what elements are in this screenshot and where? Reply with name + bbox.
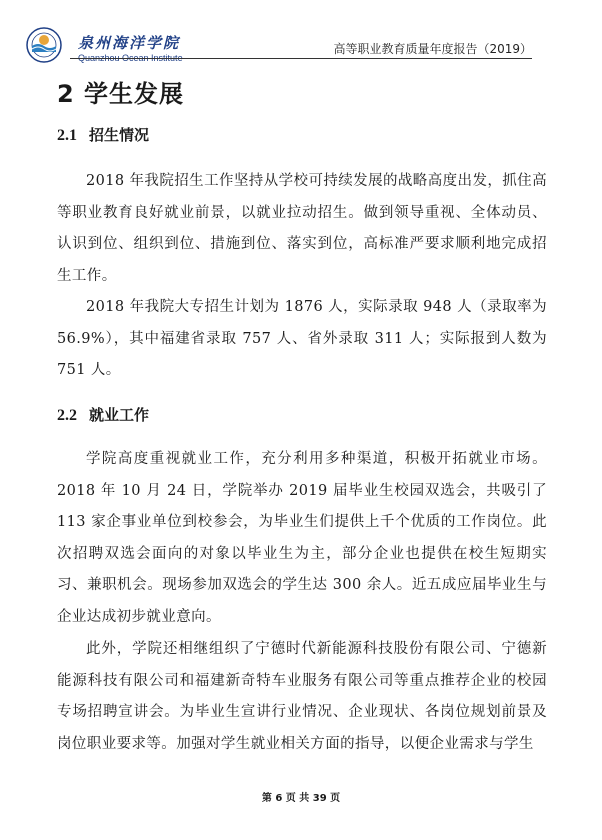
report-title: 高等职业教育质量年度报告（2019） <box>333 42 532 56</box>
section-title: 招生情况 <box>89 126 150 144</box>
section-number: 2.2 <box>57 407 77 424</box>
chapter-title: 2 学生发展 <box>57 80 185 108</box>
school-name-cn: 泉州海洋学院 <box>78 34 181 52</box>
paragraph: 2018 年我院招生工作坚持从学校可持续发展的战略高度出发，抓住高等职业教育良好就业前景，以就业拉动招生。做到领导重视、全体动员、认识到位、组织到位、措施到位、落实到位，高标准严要求顺利地完成招生工作。 <box>57 173 547 284</box>
section-heading-2-2 <box>57 404 149 425</box>
section-heading-2-1 <box>57 124 149 145</box>
paragraph: 此外，学院还相继组织了宁德时代新能源科技股份有限公司、宁德新能源科技有限公司和福建新奇特车业服务有限公司等重点推荐企业的校园专场招聘宣讲会。为毕业生宣讲行业情况、企业现状、各岗位规划前景及岗位职业要求等。加强对学生就业相关方面的指导，以便企业需求与学生 <box>57 641 547 752</box>
section-number: 2.1 <box>57 127 77 144</box>
school-name-en: Quanzhou Ocean Institute <box>78 53 183 63</box>
page-header <box>0 0 602 62</box>
page-number: 第 6 页 共 39 页 <box>261 793 341 804</box>
section-title: 就业工作 <box>89 406 150 424</box>
header-divider <box>70 58 532 59</box>
paragraph: 学院高度重视就业工作，充分利用多种渠道，积极开拓就业市场。2018 年 10 月 24 日，学院举办 2019 届毕业生校园双选会，共吸引了 113 家企事业单位到校参会，为毕业生们提供上千个优质的工作岗位。此次招聘双选会面向的对象以毕业生为主，部分企业也提供在校生短期实习、兼职机会。现场参加双选会的学生达 300 余人。近五成应届毕业生与企业达成初步就业意向。 <box>57 451 547 625</box>
paragraph: 2018 年我院大专招生计划为 1876 人，实际录取 948 人（录取率为 56.9%），其中福建省录取 757 人、省外录取 311 人；实际报到人数为 751 人。 <box>57 299 547 378</box>
school-logo-icon <box>18 26 70 64</box>
